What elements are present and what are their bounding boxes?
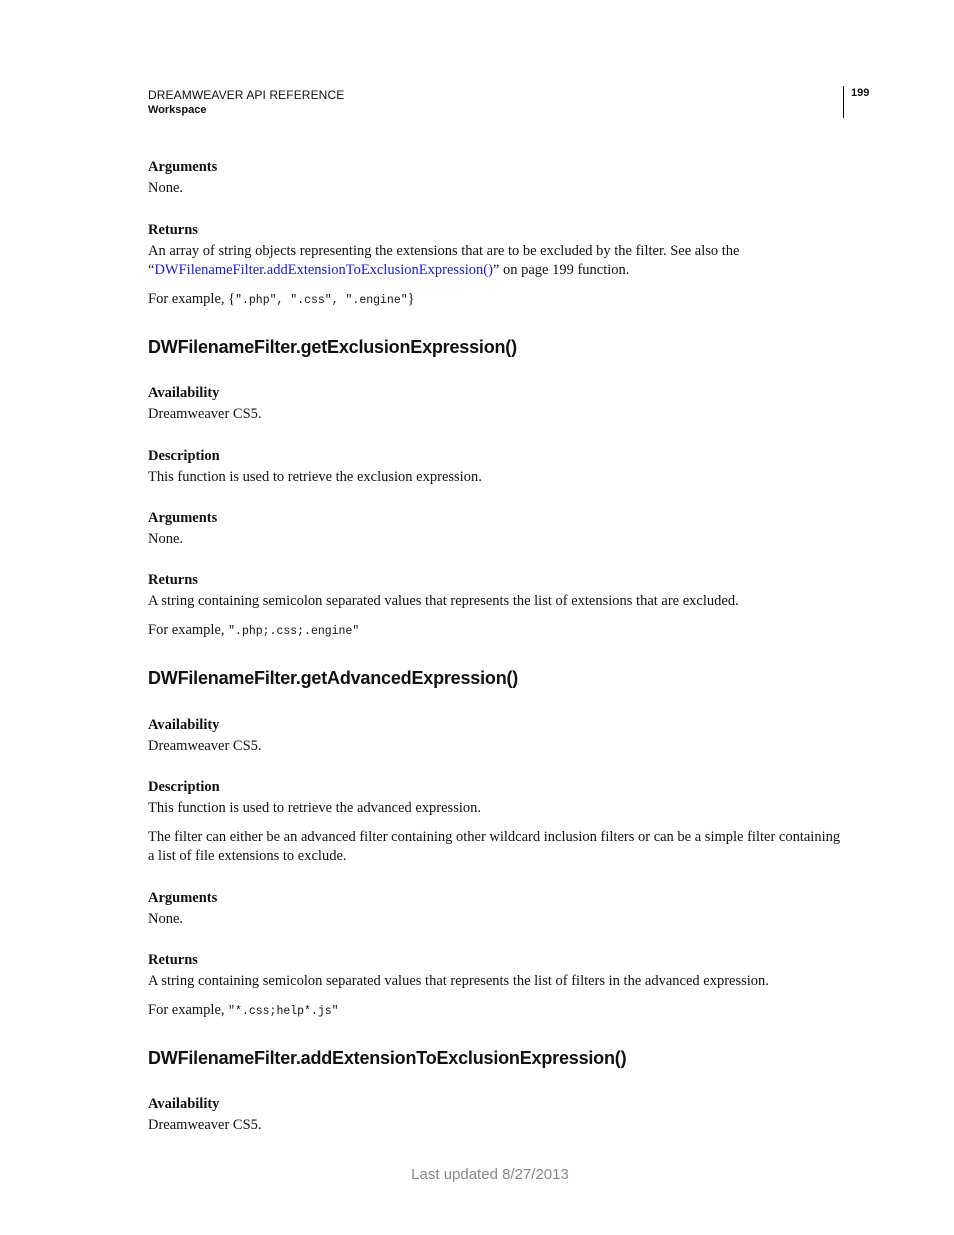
description-text: This function is used to retrieve the exclusion expression. (148, 469, 482, 485)
arguments-label: Arguments (148, 890, 218, 906)
availability-label: Availability (148, 1096, 220, 1112)
example-line: For example, "*.css;help*.js" (148, 1002, 339, 1018)
example-code: ".php", ".css", ".engine" (235, 294, 408, 307)
availability-label: Availability (148, 385, 220, 401)
header-divider (843, 86, 844, 118)
arguments-label: Arguments (148, 510, 218, 526)
returns-text: A string containing semicolon separated values that represents the list of filters in the advanced expression. (148, 973, 769, 989)
description-text: This function is used to retrieve the advanced expression. (148, 800, 481, 816)
book-title: DREAMWEAVER API REFERENCE (148, 88, 345, 102)
example-code: ".php;.css;.engine" (228, 625, 360, 638)
returns-label: Returns (148, 952, 198, 968)
example-line: For example, ".php;.css;.engine" (148, 622, 360, 638)
arguments-text: None. (148, 531, 184, 547)
description-label: Description (148, 779, 220, 795)
availability-text: Dreamweaver CS5. (148, 1117, 262, 1133)
heading-getadvancedexpression: DWFilenameFilter.getAdvancedExpression() (148, 668, 519, 688)
example-line: For example, {".php", ".css", ".engine"} (148, 291, 415, 307)
description-text-2-line1: The filter can either be an advanced filter containing other wildcard inclusion filters or can be a simple filter containing (148, 829, 841, 845)
arguments-text: None. (148, 180, 184, 196)
returns-label: Returns (148, 572, 198, 588)
availability-label: Availability (148, 717, 220, 733)
page-number: 199 (851, 87, 870, 99)
description-text-2-line2: a list of file extensions to exclude. (148, 848, 347, 864)
arguments-text: None. (148, 911, 184, 927)
description-label: Description (148, 448, 220, 464)
arguments-label: Arguments (148, 159, 218, 175)
cross-reference-link[interactable]: DWFilenameFilter.addExtensionToExclusionExpression() (154, 262, 493, 278)
returns-label: Returns (148, 222, 198, 238)
availability-text: Dreamweaver CS5. (148, 738, 262, 754)
last-updated-footer: Last updated 8/27/2013 (411, 1166, 569, 1183)
returns-text: A string containing semicolon separated values that represents the list of extensions that are excluded. (148, 593, 739, 609)
heading-addextensiontoexclusionexpression: DWFilenameFilter.addExtensionToExclusionExpression() (148, 1048, 627, 1068)
availability-text: Dreamweaver CS5. (148, 406, 262, 422)
example-code: "*.css;help*.js" (228, 1005, 339, 1018)
returns-text-line2: “DWFilenameFilter.addExtensionToExclusionExpression()” on page 199 function. (148, 262, 630, 278)
section-name: Workspace (148, 104, 207, 116)
returns-text-line1: An array of string objects representing the extensions that are to be excluded by the filter. See also the (148, 243, 740, 259)
heading-getexclusionexpression: DWFilenameFilter.getExclusionExpression() (148, 337, 517, 357)
